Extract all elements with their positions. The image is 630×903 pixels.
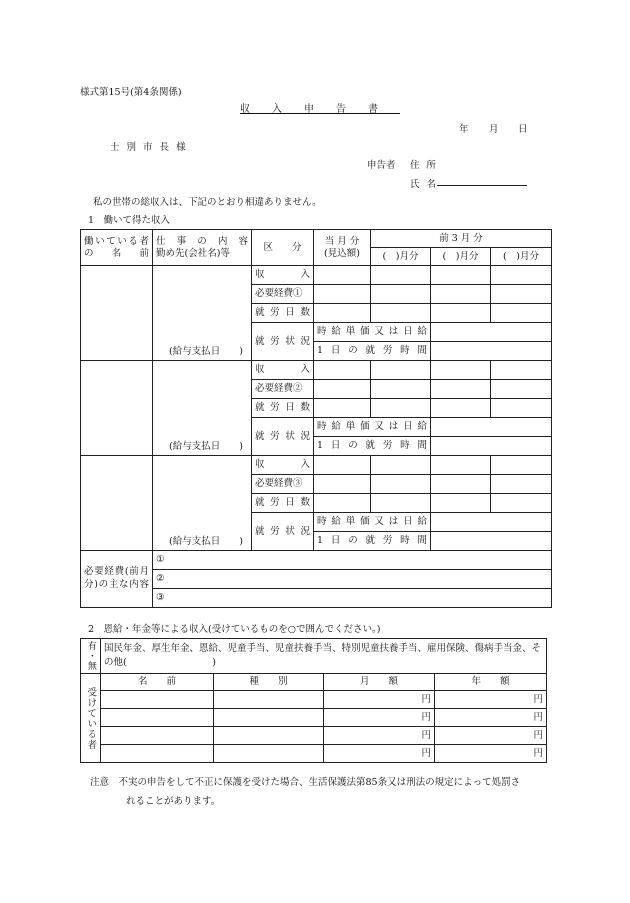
wage-label: 時給単価又は日給 [314,513,431,532]
annual-amount[interactable]: 円 [435,745,547,763]
applicant-label: 申告者 [367,160,396,171]
annual-amount[interactable]: 円 [435,727,547,745]
worker-name-cell-3[interactable] [81,456,153,551]
worker-name-cell-2[interactable] [81,361,153,456]
category-header: 区 分 [252,230,314,266]
annual-amount[interactable]: 円 [435,709,547,727]
monthly-amount[interactable]: 円 [324,709,435,727]
row-label-workdays: 就労日数 [252,494,314,513]
monthly-amount[interactable]: 円 [324,745,435,763]
receiving-label: 受けている者 [81,674,101,763]
expense-note-2[interactable]: ② [153,570,552,589]
date-month: 月 [489,124,499,135]
row-label-work-status: 就労状況 [252,323,314,361]
section2-title: 2 恩給・年金等による収入(受けているものを○で囲んでください。) [88,624,381,635]
current-month-header: 当 月 分 (見込額) [314,230,371,266]
applicant-address-label: 住 所 [410,160,439,171]
hours-label: 1日の就労時間 [314,437,431,456]
applicant-name-label: 氏 名 [410,179,439,190]
expense-notes-label: 必要経費(前月分)の主な内容 [81,551,153,608]
row-label-workdays: 就労日数 [252,304,314,323]
row-label-workdays: 就労日数 [252,399,314,418]
notice-line-2: れることがあります。 [126,796,221,807]
prev3-header: 前 3 月 分 [371,230,552,248]
job-cell-3[interactable]: (給与支払日 ) [153,456,252,551]
monthly-amount[interactable]: 円 [324,691,435,709]
applicant-name-line [437,185,527,186]
worker-name-cell-1[interactable] [81,266,153,361]
notice-line-1: 注意 不実の申告をして不正に保護を受けた場合、生活保護法第85条又は刑法の規定によって処罰さ [90,777,521,788]
expense-note-1[interactable]: ① [153,551,552,570]
date-year: 年 [459,124,469,135]
wage-label: 時給単価又は日給 [314,323,431,342]
annual-header: 年 額 [435,674,547,691]
pension-table [80,638,547,763]
row-label-expense-1: 必要経費① [252,285,314,304]
job-cell-2[interactable]: (給与支払日 ) [153,361,252,456]
month-col-1: ( )月分 [371,248,431,266]
form-number: 様式第15号(第4条関係) [80,87,182,98]
row-label-income: 収 入 [252,361,314,380]
type-header: 種 別 [214,674,324,691]
monthly-amount[interactable]: 円 [324,727,435,745]
addressee: 士 別 市 長 様 [110,142,188,153]
job-cell-1[interactable]: (給与支払日 ) [153,266,252,361]
worker-name-header: 働いている者の名前 [81,230,153,266]
annual-amount[interactable]: 円 [435,691,547,709]
month-col-3: ( )月分 [491,248,552,266]
month-col-2: ( )月分 [431,248,491,266]
expense-note-3[interactable]: ③ [153,589,552,608]
row-label-work-status: 就労状況 [252,513,314,551]
row-label-work-status: 就労状況 [252,418,314,456]
statement: 私の世帯の総収入は、下記のとおり相違ありません。 [93,197,322,208]
page-title: 収入申告書 [240,104,400,115]
row-label-expense-2: 必要経費② [252,380,314,399]
job-employer-header: 仕事の内容 勤め先(会社名)等 [153,230,252,266]
row-label-expense-3: 必要経費③ [252,475,314,494]
earned-income-table [80,229,552,608]
wage-label: 時給単価又は日給 [314,418,431,437]
row-label-income: 収 入 [252,456,314,475]
yes-no-select[interactable]: 有・無 [81,639,101,674]
hours-label: 1日の就労時間 [314,342,431,361]
date-day: 日 [518,124,528,135]
section1-title: 1 働いて得た収入 [88,215,171,226]
name-header: 名 前 [101,674,214,691]
row-label-income: 収 入 [252,266,314,285]
hours-label: 1日の就労時間 [314,532,431,551]
pension-types[interactable]: 国民年金、厚生年金、恩給、児童手当、児童扶養手当、特別児童扶養手当、雇用保険、傷病手当金、その他( ) [101,639,547,674]
monthly-header: 月 額 [324,674,435,691]
